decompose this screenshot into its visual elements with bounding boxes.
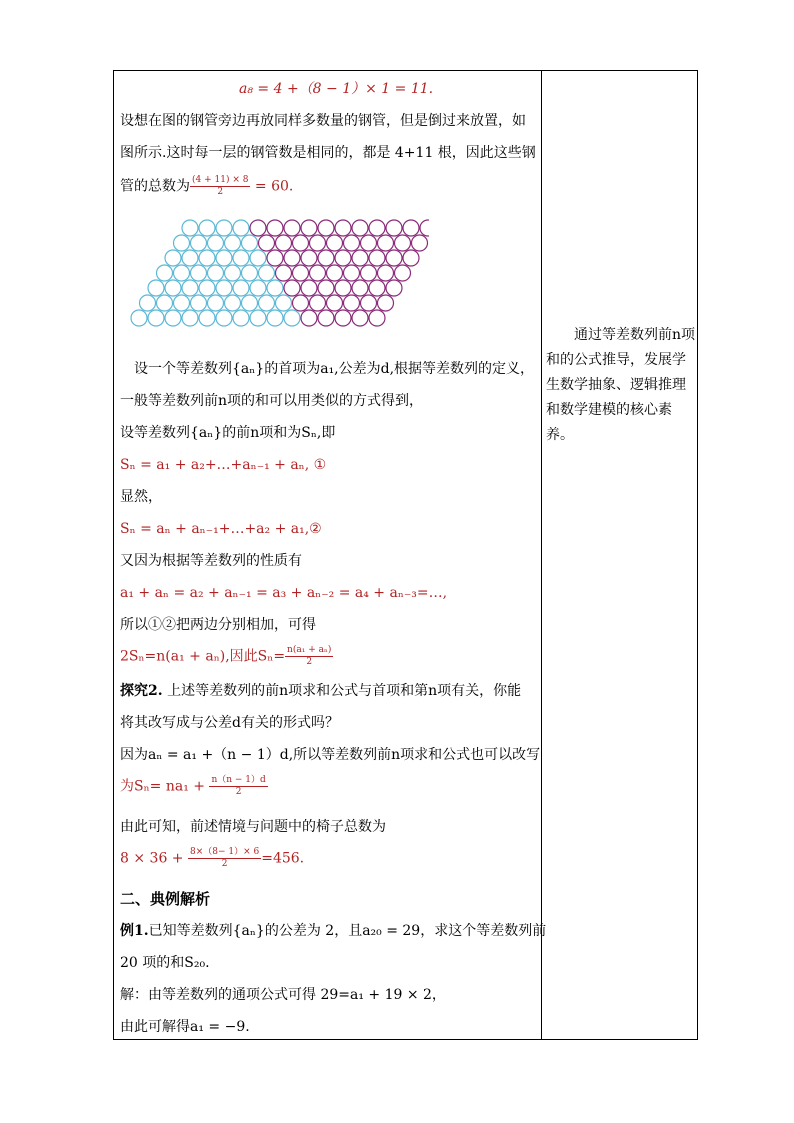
blue-pipe bbox=[182, 220, 198, 236]
example-1-line2: 20 项的和S₂₀. bbox=[120, 955, 210, 971]
purple-pipe bbox=[276, 235, 292, 251]
purple-pipe bbox=[352, 220, 368, 236]
blue-pipe bbox=[148, 310, 164, 326]
blue-pipe bbox=[233, 220, 249, 236]
purple-pipe bbox=[267, 220, 283, 236]
blue-pipe bbox=[242, 235, 258, 251]
purple-pipe bbox=[403, 220, 419, 236]
purple-pipe bbox=[327, 295, 343, 311]
blue-pipe bbox=[259, 265, 275, 281]
chairs-text: 由此可知，前述情境与问题中的椅子总数为 bbox=[120, 819, 386, 835]
purple-pipe bbox=[352, 310, 368, 326]
purple-pipe bbox=[318, 220, 334, 236]
blue-pipe bbox=[225, 265, 241, 281]
equation-2: Sₙ = aₙ + aₙ₋₁+…+a₂ + a₁,② bbox=[120, 521, 322, 537]
blue-pipe bbox=[165, 250, 181, 266]
fraction-3: $\frac{n(n - 1)d}{2}$ bbox=[211, 775, 266, 797]
blue-pipe bbox=[199, 280, 215, 296]
para2-line1: 设一个等差数列{aₙ}的首项为a₁,公差为d,根据等差数列的定义， bbox=[134, 361, 535, 377]
blue-pipe bbox=[216, 310, 232, 326]
property-text: 又因为根据等差数列的性质有 bbox=[120, 553, 302, 569]
example-1: 例1.已知等差数列{aₙ}的公差为 2，且a₂₀ = 29，求这个等差数列前 bbox=[120, 923, 547, 939]
blue-pipe bbox=[199, 220, 215, 236]
blue-pipe bbox=[233, 280, 249, 296]
blue-pipe bbox=[284, 310, 300, 326]
solution-line2: 由此可解得a₁ = −9. bbox=[120, 1019, 250, 1035]
purple-pipe bbox=[318, 310, 334, 326]
purple-pipe bbox=[276, 265, 292, 281]
purple-pipe bbox=[259, 235, 275, 251]
purple-pipe bbox=[267, 250, 283, 266]
blue-pipe bbox=[225, 295, 241, 311]
para2-line2: 一般等差数列前n项的和可以用类似的方式得到， bbox=[120, 393, 424, 409]
purple-pipe bbox=[361, 235, 377, 251]
purple-pipe bbox=[335, 310, 351, 326]
equation-5: 8 × 36 + $\frac{8\times(8- 1)\times 6}{2}$ =456. bbox=[120, 847, 305, 869]
para1-line1: 设想在图的钢管旁边再放同样多数量的钢管，但是倒过来放置，如 bbox=[120, 113, 526, 129]
purple-pipe bbox=[420, 220, 429, 236]
blue-pipe bbox=[242, 265, 258, 281]
purple-pipe bbox=[284, 250, 300, 266]
blue-pipe bbox=[233, 250, 249, 266]
purple-pipe bbox=[344, 265, 360, 281]
purple-pipe bbox=[369, 280, 385, 296]
purple-pipe bbox=[301, 310, 317, 326]
fraction-4: $\frac{8\times(8- 1)\times 6}{2}$ bbox=[189, 847, 260, 869]
para1-line3: 管的总数为 $\frac{(4 + 11) \times 8}{2}$ = 60. bbox=[120, 175, 294, 197]
because-line2: 为Sₙ= na₁ + $\frac{n(n - 1)d}{2}$ bbox=[120, 775, 266, 797]
purple-pipe bbox=[335, 280, 351, 296]
blue-pipe bbox=[174, 265, 190, 281]
purple-pipe bbox=[386, 250, 402, 266]
blue-pipe bbox=[250, 250, 266, 266]
blue-pipe bbox=[174, 235, 190, 251]
purple-pipe bbox=[310, 295, 326, 311]
blue-pipe bbox=[208, 265, 224, 281]
purple-pipe bbox=[412, 235, 428, 251]
purple-pipe bbox=[301, 220, 317, 236]
purple-pipe bbox=[361, 295, 377, 311]
blue-pipe bbox=[216, 220, 232, 236]
blue-pipe bbox=[208, 295, 224, 311]
blue-pipe bbox=[157, 295, 173, 311]
purple-pipe bbox=[378, 235, 394, 251]
purple-pipe bbox=[361, 265, 377, 281]
purple-pipe bbox=[386, 220, 402, 236]
blue-pipe bbox=[182, 310, 198, 326]
purple-pipe bbox=[310, 235, 326, 251]
lesson-table bbox=[113, 70, 698, 1040]
side-note: 通过等差数列前n项 和的公式推导，发展学 生数学抽象、逻辑推理 和数学建模的核心素 养。 bbox=[546, 327, 696, 443]
steel-pipes-figure bbox=[129, 218, 429, 340]
blue-pipe bbox=[191, 235, 207, 251]
purple-pipe bbox=[293, 295, 309, 311]
add-text: 所以①②把两边分别相加，可得 bbox=[120, 617, 316, 633]
blue-pipe bbox=[199, 250, 215, 266]
blue-pipe bbox=[225, 235, 241, 251]
equation-4: 2Sₙ=n(a₁ + aₙ),因此Sₙ= $\frac{\text{n(a₁ + aₙ)}}{2}$ bbox=[120, 645, 332, 667]
blue-pipe bbox=[131, 310, 147, 326]
blue-pipe bbox=[216, 250, 232, 266]
purple-pipe bbox=[335, 220, 351, 236]
purple-pipe bbox=[318, 250, 334, 266]
blue-pipe bbox=[199, 310, 215, 326]
blue-pipe bbox=[182, 280, 198, 296]
purple-pipe bbox=[395, 235, 411, 251]
fraction-2: $\frac{\text{n(a₁ + aₙ)}}{2}$ bbox=[287, 645, 332, 667]
purple-pipe bbox=[250, 220, 266, 236]
purple-pipe bbox=[301, 250, 317, 266]
blue-pipe bbox=[216, 280, 232, 296]
blue-pipe bbox=[174, 295, 190, 311]
blue-pipe bbox=[233, 310, 249, 326]
blue-pipe bbox=[140, 295, 156, 311]
purple-pipe bbox=[335, 250, 351, 266]
purple-pipe bbox=[378, 295, 394, 311]
purple-pipe bbox=[310, 265, 326, 281]
purple-pipe bbox=[395, 265, 411, 281]
blue-pipe bbox=[165, 280, 181, 296]
blue-pipe bbox=[165, 310, 181, 326]
blue-pipe bbox=[276, 295, 292, 311]
purple-pipe bbox=[352, 250, 368, 266]
purple-pipe bbox=[318, 280, 334, 296]
explore-2: 探究2. 上述等差数列的前n项求和公式与首项和第n项有关，你能 bbox=[120, 683, 522, 699]
purple-pipe bbox=[284, 220, 300, 236]
purple-pipe bbox=[344, 235, 360, 251]
blue-pipe bbox=[191, 265, 207, 281]
eq-a8: a₈ = 4 +（8 − 1）× 1 = 11. bbox=[239, 81, 434, 97]
blue-pipe bbox=[208, 235, 224, 251]
purple-pipe bbox=[301, 280, 317, 296]
purple-pipe bbox=[344, 295, 360, 311]
equation-3: a₁ + aₙ = a₂ + aₙ₋₁ = a₃ + aₙ₋₂ = a₄ + aₙ₋₃=…, bbox=[120, 585, 448, 601]
blue-pipe bbox=[259, 295, 275, 311]
blue-pipe bbox=[250, 310, 266, 326]
purple-pipe bbox=[352, 280, 368, 296]
blue-pipe bbox=[148, 280, 164, 296]
purple-pipe bbox=[293, 265, 309, 281]
purple-pipe bbox=[369, 220, 385, 236]
blue-pipe bbox=[250, 280, 266, 296]
section-heading: 二、典例解析 bbox=[120, 890, 211, 908]
explore-2-line2: 将其改写成与公差d有关的形式吗？ bbox=[120, 715, 339, 731]
purple-pipe bbox=[293, 235, 309, 251]
blue-pipe bbox=[242, 295, 258, 311]
purple-pipe bbox=[327, 235, 343, 251]
para2-line3: 设等差数列{aₙ}的前n项和为Sₙ,即 bbox=[120, 425, 336, 441]
blue-pipe bbox=[182, 250, 198, 266]
fraction-1: $\frac{(4 + 11) \times 8}{2}$ bbox=[192, 175, 249, 197]
blue-pipe bbox=[267, 310, 283, 326]
para1-line2: 图所示.这时每一层的钢管数是相同的，都是 4+11 根，因此这些钢 bbox=[120, 145, 536, 161]
blue-pipe bbox=[191, 295, 207, 311]
purple-pipe bbox=[327, 265, 343, 281]
purple-pipe bbox=[386, 280, 402, 296]
because-line1: 因为aₙ = a₁ +（n − 1）d,所以等差数列前n项求和公式也可以改写 bbox=[120, 747, 541, 763]
purple-pipe bbox=[369, 310, 385, 326]
blue-pipe bbox=[267, 280, 283, 296]
solution-line1: 解：由等差数列的通项公式可得 29=a₁ + 19 × 2， bbox=[120, 987, 446, 1003]
blue-pipe bbox=[157, 265, 173, 281]
obvious-text: 显然， bbox=[120, 489, 162, 505]
purple-pipe bbox=[403, 250, 419, 266]
purple-pipe bbox=[369, 250, 385, 266]
purple-pipe bbox=[378, 265, 394, 281]
purple-pipe bbox=[284, 280, 300, 296]
column-divider bbox=[541, 71, 542, 1039]
equation-1: Sₙ = a₁ + a₂+…+aₙ₋₁ + aₙ, ① bbox=[120, 457, 327, 473]
